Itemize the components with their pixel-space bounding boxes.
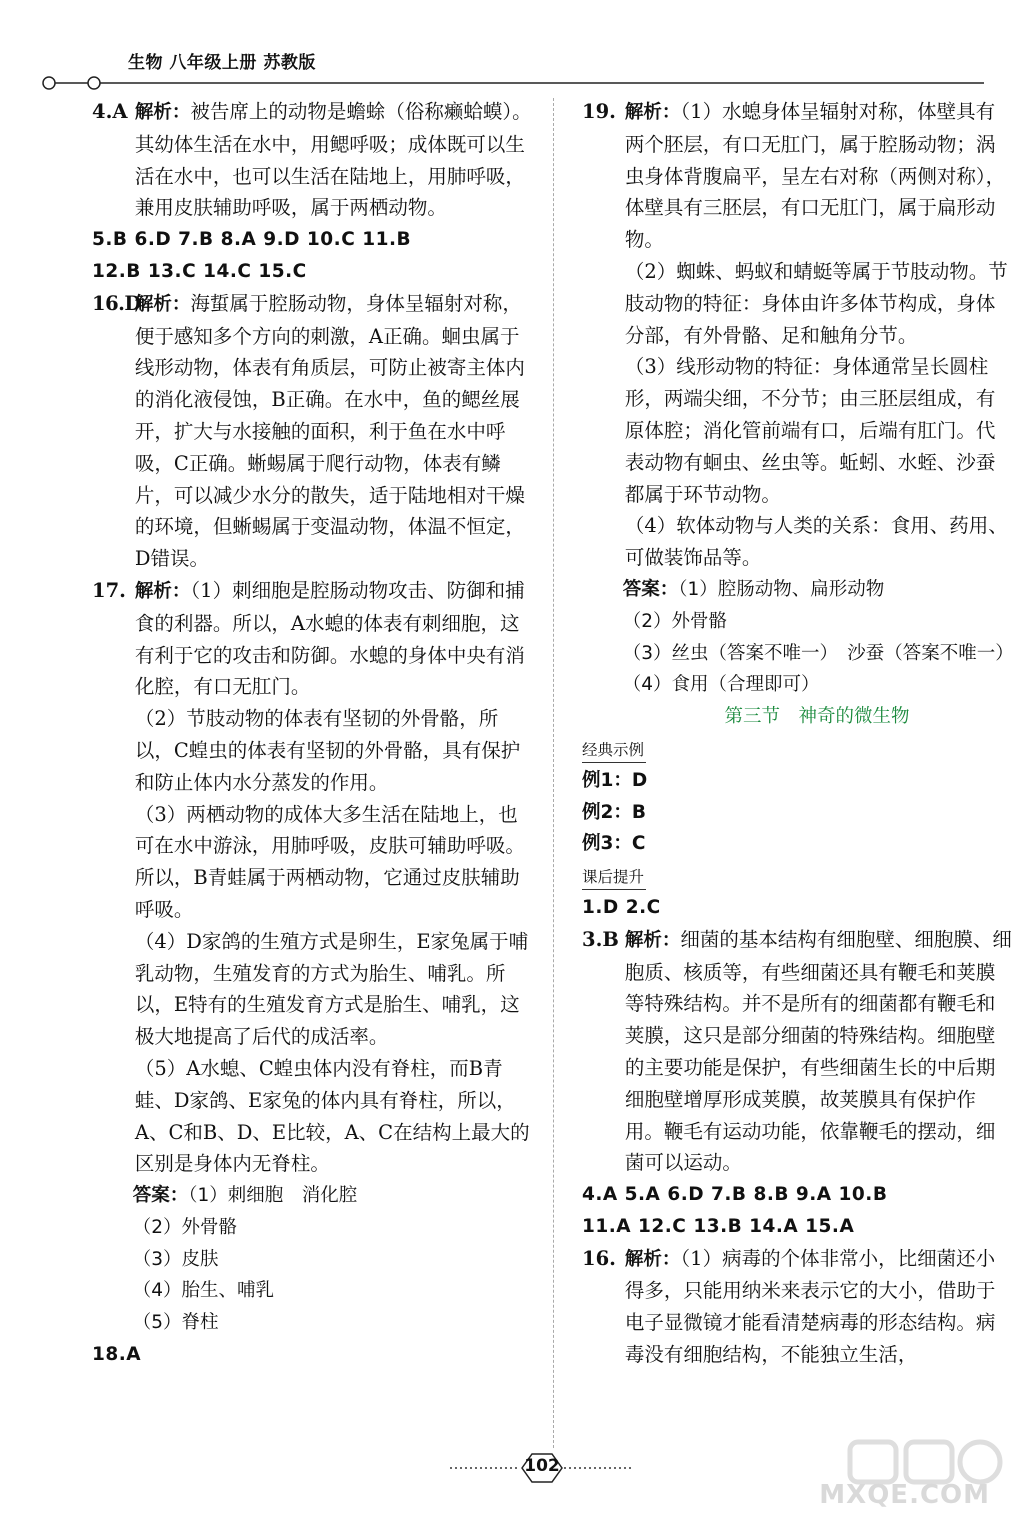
header-title: 生物 八年级上册 苏教版 — [128, 53, 316, 73]
q19-answer-2: （2）外骨骼 — [622, 610, 727, 632]
q19-answer-1 — [582, 574, 1012, 606]
left-answer-row-1: 5.B 6.D 7.B 8.A 9.D 10.C 11.B — [92, 229, 412, 251]
q19-part-1: （1）水螅身体呈辐射对称，体壁具有两个胚层，有口无肛门，属于腔肠动物；涡虫身体背腹扁平，呈左右对称（两侧对称），体壁具有三胚层，有口无肛门，属于扁形动物。 — [624, 100, 1006, 252]
q17-number: 17. — [92, 578, 126, 602]
rq3-label: 解析： — [624, 929, 681, 951]
q4-number: 4.A — [92, 100, 128, 123]
q17-answer-1 — [92, 1180, 532, 1212]
left-answer-row-2: 12.B 13.C 14.C 15.C — [92, 260, 307, 282]
example-3: 例3：C — [582, 833, 646, 855]
rq16-label: 解析： — [624, 1248, 681, 1270]
column-divider — [553, 98, 554, 1448]
q17-part-5: （5）A水螅、C蝗虫体内没有脊柱，而B青蛙、D家鸽、E家兔的体内具有脊柱，所以，A、C和B、D、E比较，A、C在结构上最大的区别是身体内无脊柱。 — [134, 1056, 530, 1176]
q19-number: 19. — [582, 100, 616, 123]
q17-block — [92, 575, 532, 703]
q4-block — [92, 96, 532, 224]
q17-answer-label: 答案： — [132, 1185, 189, 1207]
q17-part-2: （2）节肢动物的体表有坚韧的外骨骼，所以，C蝗虫的体表有坚韧的外骨骼，具有保护和防止体内水分蒸发的作用。 — [134, 707, 521, 794]
q17-part-3: （3）两栖动物的成体大多生活在陆地上，也可在水中游泳，用肺呼吸，皮肤可辅助呼吸。所以，B青蛙属于两栖动物，它通过皮肤辅助呼吸。 — [134, 802, 525, 921]
left-column — [92, 96, 532, 1371]
tag-after-class: 课后提升 — [582, 865, 646, 890]
rq16-number: 16. — [582, 1246, 616, 1270]
q4-text: 被告席上的动物是蟾蜍（俗称癞蛤蟆）。其幼体生活在水中，用鳃呼吸；成体既可以生活在水中，也可以生活在陆地上，用肺呼吸，兼用皮肤辅助呼吸，属于两栖动物。 — [134, 100, 532, 220]
q17-part-4: （4）D家鸽的生殖方式是卵生，E家兔属于哺乳动物，生殖发育的方式为胎生、哺乳。所以，E特有的生殖发育方式是胎生、哺乳，这极大地提高了后代的成活率。 — [134, 929, 529, 1049]
q19-answer-4: （4）食用（合理即可） — [622, 674, 820, 696]
q17-answer-1-text: （1）刺细胞 消化腔 — [188, 1185, 358, 1207]
q17-answer-2: （2）外骨骼 — [132, 1216, 237, 1238]
q19-part-3: （3）线形动物的特征：身体通常呈长圆柱形，两端尖细，不分节；由三胚层组成，有原体腔；消化管前端有口，后端有肛门。代表动物有蛔虫、丝虫等。蚯蚓、水蛭、沙蚕都属于环节动物。 — [624, 355, 996, 506]
q16-label: 解析： — [134, 293, 191, 315]
header-rule — [40, 74, 984, 92]
q17-label: 解析： — [134, 580, 191, 602]
right-answer-row-1: 1.D 2.C — [582, 896, 661, 918]
q19-answer-1-text: （1）腔肠动物、扁形动物 — [678, 578, 885, 600]
rq3-block — [582, 924, 1012, 1179]
page-footer — [440, 1448, 640, 1488]
q16-number: 16.D — [92, 291, 141, 315]
tag-classic-examples: 经典示例 — [582, 738, 646, 763]
q19-label: 解析： — [624, 102, 681, 123]
q16-text: 海蜇属于腔肠动物，身体呈辐射对称，便于感知多个方向的刺激，A正确。蛔虫属于线形动物，体表有角质层，可防止被寄主体内的消化液侵蚀，B正确。在水中，鱼的鳃丝展开，扩大与水接触的面积，利于鱼在水中呼吸，C正确。蜥蜴属于爬行动物，体表有鳞片，可以减少水分的散失，适于陆地相对干燥的环境，但蜥蜴属于变温动物，体温不恒定，D错误。 — [134, 291, 525, 571]
q17-answer-5: （5）脊柱 — [132, 1312, 219, 1334]
q17-part-1: （1）刺细胞是腔肠动物攻击、防御和捕食的利器。所以，A水螅的体表有刺细胞，这有利于它的攻击和防御。水螅的身体中央有消化腔，有口无肛门。 — [134, 578, 525, 699]
q19-part-4: （4）软体动物与人类的关系：食用、药用、可做装饰品等。 — [624, 514, 1008, 570]
rq16-text: （1）病毒的个体非常小，比细菌还小得多，只能用纳米来表示它的大小，借助于电子显微镜才能看清楚病毒的形态结构。病毒没有细胞结构，不能独立生活， — [624, 1246, 996, 1367]
example-2: 例2：B — [582, 801, 646, 823]
q16-block — [92, 288, 532, 575]
q19-answer-3: （3）丝虫（答案不唯一） 沙蚕（答案不唯一） — [622, 642, 1014, 664]
page-number: 102 — [524, 1456, 560, 1476]
right-answer-row-2: 4.A 5.A 6.D 7.B 8.B 9.A 10.B — [582, 1184, 888, 1206]
q4-label: 解析： — [134, 102, 191, 123]
watermark — [820, 1434, 1010, 1524]
page-header — [40, 46, 984, 86]
watermark-text: MXQE.COM — [819, 1480, 990, 1510]
rq3-number: 3.B — [582, 927, 619, 951]
q17-answer-3: （3）皮肤 — [132, 1248, 219, 1270]
q19-part-2: （2）蜘蛛、蚂蚁和蜻蜓等属于节肢动物。节肢动物的特征：身体由许多体节构成，身体分部，有外骨骼、足和触角分节。 — [624, 259, 1008, 347]
example-1: 例1：D — [582, 769, 648, 791]
section-title: 第三节 神奇的微生物 — [724, 706, 910, 728]
right-column — [582, 96, 1012, 1371]
rq16-block — [582, 1243, 1012, 1371]
rq3-text: 细菌的基本结构有细胞壁、细胞膜、细胞质、核质等，有些细菌还具有鞭毛和荚膜等特殊结构。并不是所有的细菌都有鞭毛和荚膜，这只是部分细菌的特殊结构。细胞壁的主要功能是保护，有些细菌生长的中后期细胞壁增厚形成荚膜，故荚膜具有保护作用。鞭毛有运动功能，依靠鞭毛的摆动，细菌可以运动。 — [624, 927, 1012, 1175]
q18-answer: 18.A — [92, 1344, 142, 1366]
q19-block — [582, 96, 1012, 256]
q19-answer-label: 答案： — [622, 578, 679, 600]
q17-answer-4: （4）胎生、哺乳 — [132, 1280, 274, 1302]
right-answer-row-3: 11.A 12.C 13.B 14.A 15.A — [582, 1215, 855, 1237]
watermark-logo-icon — [820, 1434, 1010, 1524]
